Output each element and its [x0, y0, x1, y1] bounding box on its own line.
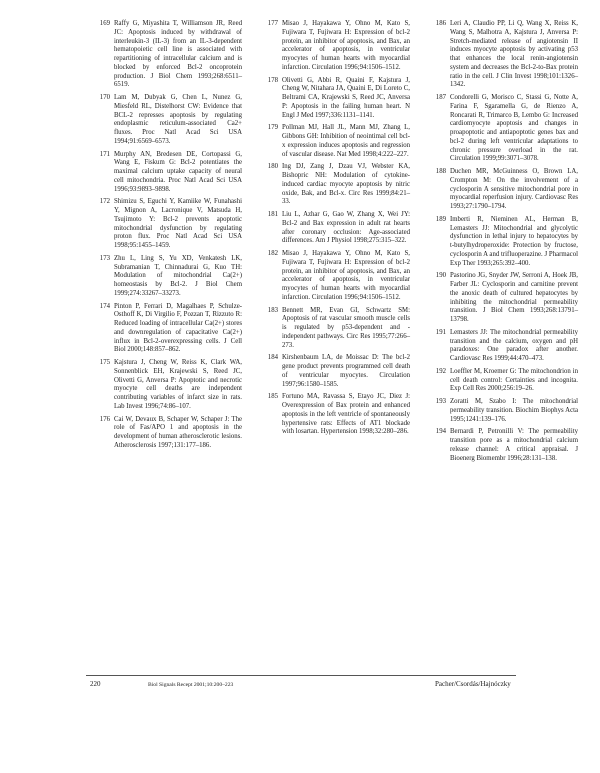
reference-number: 183 [267, 306, 278, 314]
reference-number: 193 [435, 398, 446, 405]
reference-text: Loeffler M, Kroemer G: The mitochondrion in cell death control: Certainties and incognita. Exp Cell Res 2000;256:19–26. [450, 367, 578, 393]
reference-text: Zoratti M, Szabo I: The mitochondrial permeability transition. Biochim Biophys Acta 1995;1241:139–176. [450, 398, 578, 423]
reference-entry [94, 255, 242, 299]
reference-entry [262, 20, 410, 73]
reference-number: 170 [99, 94, 110, 101]
reference-text: Duchen MR, McGuinness O, Brown LA, Crompton M: On the involvement of a cyclosporin A sensitive mitochondrial pore in myocardial reperfusion injury. Cardiovasc Res 1993;27:1790–1794. [450, 168, 578, 210]
reference-text: Pastorino JG, Snyder JW, Serroni A, Hoek JB, Farber JL: Cyclosporin and carnitine prevent the anoxic death of cultured hepatocytes by inhibiting the mitochondrial permeability transition. J Biol Chem 1993;268:13791–13798. [450, 272, 578, 323]
reference-number: 194 [435, 428, 446, 436]
reference-text: Pinton P, Ferrari D, Magalhaes P, Schulze-Osthoff K, Di Virgilio F, Pozzan T, Rizzuto R: Reduced loading of intracellular Ca(2+) stores and downregulation of capacitative Ca(2+) influx in Bcl-2-overexpressing cells. J Cell Biol 2000;148:857–862. [114, 302, 242, 354]
reference-entry [262, 354, 410, 389]
reference-number: 175 [99, 359, 110, 366]
reference-number: 182 [267, 250, 278, 257]
reference-number: 178 [267, 76, 278, 84]
reference-entry [262, 124, 410, 159]
reference-entry [262, 307, 410, 351]
reference-text: Zhu L, Ling S, Yu XD, Venkatesh LK, Subramanian T, Chinnadurai G, Kuo TH: Modulation of mitochondrial Ca(2+) homeostasis by Bcl-2. J Biol Chem 1999;274:33267–33273. [114, 254, 242, 297]
reference-entry [262, 211, 410, 246]
reference-entry [430, 94, 578, 164]
reference-number: 190 [435, 272, 446, 280]
reference-text: Lemasters JJ: The mitochondrial permeability transition and the calcium, oxygen and pH paradoxes: One paradox after another. Cardiovasc Res 1999;44:470–473. [450, 328, 578, 362]
reference-entry [430, 398, 578, 424]
reference-entry [430, 272, 578, 325]
reference-column-1 [94, 20, 242, 455]
reference-text: Bennett MR, Evan GI, Schwartz SM: Apoptosis of rat vascular smooth muscle cells is regulated by p53-dependent and -independent pathways. Circ Res 1995;77:266–273. [282, 306, 410, 349]
reference-text: Cai W, Devaux B, Schaper W, Schaper J: The role of Fas/APO 1 and apoptosis in the development of human atherosclerotic lesions. Atherosclerosis 1997;131:177–186. [114, 415, 242, 449]
reference-number: 173 [99, 254, 110, 262]
reference-number: 180 [267, 163, 278, 171]
reference-number: 185 [267, 393, 278, 401]
reference-number: 176 [99, 415, 110, 423]
page-number: 220 [90, 680, 101, 688]
reference-entry [430, 20, 578, 90]
reference-number: 188 [435, 168, 446, 175]
reference-text: Murphy AN, Bredesen DE, Cortopassi G, Wang E, Fiskum G: Bcl-2 potentiates the maximal calcium uptake capacity of neural cell mitochondria. Proc Natl Acad Sci USA 1996;93:9893–9898. [114, 150, 242, 193]
reference-entry [94, 303, 242, 356]
reference-number: 174 [99, 302, 110, 310]
reference-text: Misao J, Hayakawa Y, Ohno M, Kato S, Fujiwara T, Fujiwara H: Expression of bcl-2 protein, an inhibitor of apoptosis, and Bax, an accelerator of apoptosis, in ventricular myocytes of human hearts with myocardial infarction. Circulation 1996;94:1506–1512. [282, 250, 410, 301]
reference-text: Imberti R, Nieminen AL, Herman B, Lemasters JJ: Mitochondrial and glycolytic dysfunction in lethal injury to hepatocytes by t-butylhydroperoxide: Protection by fructose, cyclosporin A and trifluoperazine. J Pharmacol Exp Ther 1993;265:392–400. [450, 215, 578, 267]
reference-number: 171 [99, 150, 110, 158]
reference-text: Liu L, Azhar G, Gao W, Zhang X, Wei JY: Bcl-2 and Bax expression in adult rat hearts after coronary occlusion: Age-associated differences. Am J Physiol 1998;275:315–322. [282, 211, 410, 245]
reference-text: Shimizu S, Eguchi Y, Kamiike W, Funahashi Y, Mignon A, Lacronique V, Matsuda H, Tsujimoto Y: Bcl-2 prevents apoptotic mitochondrial dysfunction by regulating proton flux. Proc Natl Acad Sci USA 1998;95:1455–1459. [114, 198, 242, 249]
reference-entry [430, 168, 578, 212]
reference-text: Kirshenbaum LA, de Moissac D: The bcl-2 gene product prevents programmed cell death of ventricular myocytes. Circulation 1997;96:1580–1585. [282, 354, 410, 388]
reference-text: Fortuno MA, Ravassa S, Etayo JC, Diez J: Overexpression of Bax protein and enhanced apoptosis in the left ventricle of spontaneously hypertensive rats: Effects of AT1 blockade with losartan. Hypertension 1998;32:280–286. [282, 393, 410, 436]
reference-text: Misao J, Hayakawa Y, Ohno M, Kato S, Fujiwara T, Fujiwara H: Expression of bcl-2 protein, an inhibitor of apoptosis, and Bax, an accelerator of apoptosis, in ventricular myocytes of human hearts with myocardial infarction. Circulation 1996;94:1506–1512. [282, 20, 410, 71]
reference-text: Kajstura J, Cheng W, Reiss K, Clark WA, Sonnenblick EH, Krajewski S, Reed JC, Olivetti G, Anversa P: Apoptotic and necrotic myocyte cell deaths are independent contributing variables of infarct size in rats. Lab Invest 1996;74:86–107. [114, 359, 242, 410]
reference-number: 189 [435, 215, 446, 223]
reference-entry [430, 329, 578, 364]
reference-column-2 [262, 20, 410, 441]
footer-rule [86, 675, 516, 676]
reference-entry [94, 20, 242, 90]
reference-text: Pollman MJ, Hall JL, Mann MJ, Zhang L, Gibbons GH: Inhibition of neointimal cell bcl-x expression induces apoptosis and regression of vascular disease. Nat Med 1998;4:222–227. [282, 124, 410, 158]
reference-entry [94, 151, 242, 195]
reference-number: 181 [267, 211, 278, 218]
running-authors: Pacher/Csordás/Hajnóczky [435, 680, 511, 688]
reference-text: Leri A, Claudio PP, Li Q, Wang X, Reiss K, Wang S, Malhotra A, Kajstura J, Anversa P: Stretch-mediated release of angiotensin II induces myocyte apoptosis by activating p53 that enhances the local renin-angiotensin system and decreases the Bcl-2-to-Bax protein ratio in the cell. J Clin Invest 1998;101:1326–1342. [450, 20, 578, 89]
reference-number: 192 [435, 367, 446, 375]
journal-citation: Biol Signals Recept 2001;10:200–223 [148, 682, 234, 688]
reference-number: 184 [267, 354, 278, 362]
reference-number: 186 [435, 20, 446, 27]
reference-number: 172 [99, 198, 110, 206]
reference-number: 179 [267, 124, 278, 132]
reference-text: Olivetti G, Abbi R, Quaini F, Kajstura J, Cheng W, Nitahara JA, Quaini E, Di Loreto C, Beltrami CA, Krajewski S, Reed JC, Anversa P: Apoptosis in the failing human heart. N Engl J Med 1997;336:1131–1141. [282, 76, 410, 119]
reference-entry [94, 359, 242, 412]
reference-entry [430, 216, 578, 269]
reference-text: Ing DJ, Zang J, Dzau VJ, Webster KA, Bishopric NH: Modulation of cytokine-induced cardiac myocyte apoptosis by nitric oxide, Bak, and Bcl-x. Circ Res 1999;84:21–33. [282, 163, 410, 206]
reference-entry [262, 77, 410, 121]
reference-text: Lam M, Dubyak G, Chen L, Nunez G, Miesfeld RL, Distelhorst CW: Evidence that BCL-2 represses apoptosis by regulating endoplasmic reticulum-associated Ca2+ fluxes. Proc Natl Acad Sci USA 1994;91:6569–6573. [114, 94, 242, 145]
reference-entry [94, 94, 242, 147]
reference-column-3 [430, 20, 578, 467]
reference-entry [262, 163, 410, 207]
reference-text: Raffy G, Miyashita T, Williamson JR, Reed JC: Apoptosis induced by withdrawal of interleukin-3 (IL-3) from an IL-3-dependent hematopoietic cell line is associated with repartitioning of intracellular calcium and is blocked by enforced Bcl-2 oncoprotein production. J Biol Chem 1993;268:6511–6519. [114, 20, 242, 89]
reference-text: Condorelli G, Morisco C, Stassi G, Notte A, Farina F, Sgaramella G, de Rienzo A, Roncarati R, Trimarco B, Lembo G: Increased cardiomyocyte apoptosis and changes in proapoptotic and antiapoptotic genes bax and bcl-2 during left ventricular adaptations to chronic pressure overload in the rat. Circulation 1999;99:3071–3078. [450, 94, 578, 163]
reference-entry [262, 250, 410, 303]
reference-entry [262, 393, 410, 437]
reference-entry [94, 198, 242, 251]
reference-text: Bernardi P, Petronilli V: The permeability transition pore as a mitochondrial calcium release channel: A critical appraisal. J Bioenerg Biomembr 1996;28:131–138. [450, 428, 578, 462]
reference-entry [430, 368, 578, 394]
reference-number: 169 [99, 20, 110, 27]
reference-number: 187 [435, 94, 446, 101]
reference-number: 177 [267, 20, 278, 27]
reference-entry [430, 428, 578, 463]
reference-entry [94, 416, 242, 451]
reference-number: 191 [435, 328, 446, 336]
